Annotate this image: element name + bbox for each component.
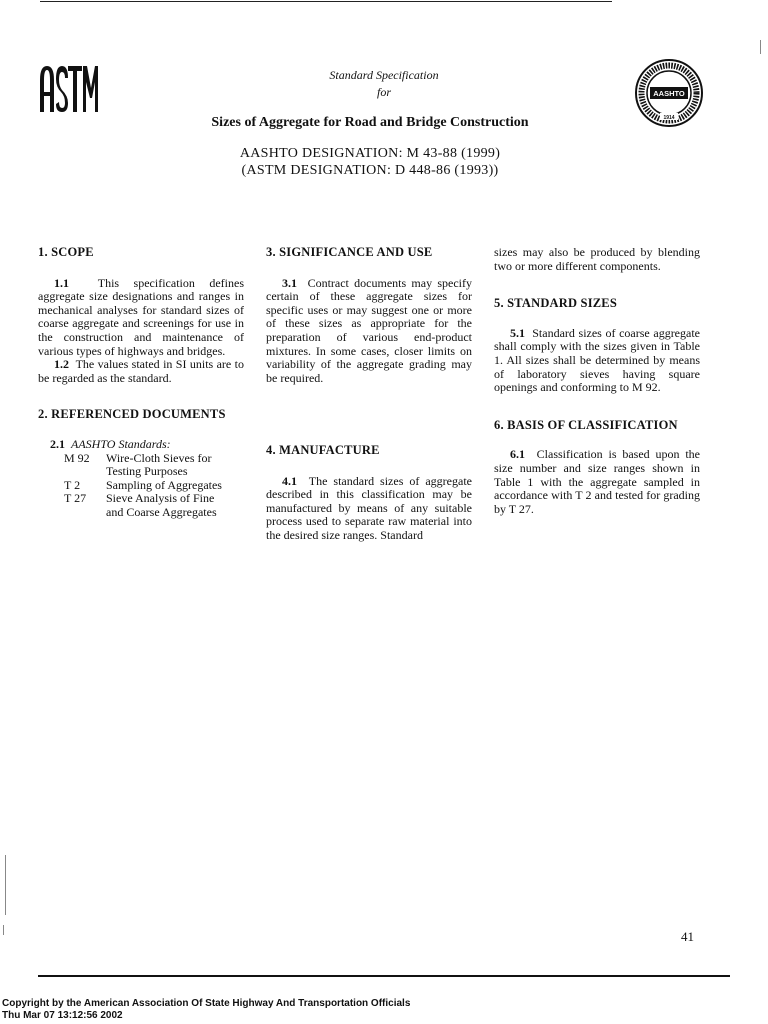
paragraph-text: The values stated in SI units are to be regarded as the standard. — [38, 357, 244, 385]
edge-mark — [5, 855, 6, 915]
section-heading-basis-of-classification: 6. BASIS OF CLASSIFICATION — [494, 417, 678, 432]
paragraph-number: 3.1 — [282, 275, 297, 290]
edge-mark — [3, 925, 4, 935]
paragraph-6-1 — [494, 448, 700, 516]
paragraph-4-1-continued: sizes may also be produced by blending two or more different components. — [494, 245, 700, 273]
standard-code: T 27 — [64, 491, 87, 506]
column-1 — [38, 246, 244, 520]
paragraph-number: 1.1 — [54, 275, 69, 290]
paragraph-text: The standard sizes of aggregate described in this classification may be manufactured by means of any suitable process used to separate raw material into the desired size ranges. Standard — [266, 473, 472, 542]
standard-code: T 2 — [64, 477, 81, 492]
referenced-standards-list — [38, 452, 226, 520]
section-heading-manufacture: 4. MANUFACTURE — [266, 443, 380, 457]
section-heading-standard-sizes: 5. STANDARD SIZES — [494, 296, 617, 311]
column-3 — [494, 246, 700, 516]
standard-title: Sampling of Aggregates — [106, 477, 222, 492]
seal-year-text: 1914 — [663, 115, 675, 121]
paragraph-text: Standard sizes of coarse aggregate shall comply with the sizes given in Table 1. All sizes shall be determined by means of laboratory sieves having square openings and conforming to M 92. — [494, 325, 700, 395]
top-rule — [40, 1, 612, 2]
seal-center-text: AASHTO — [653, 89, 685, 98]
standard-title: Wire-Cloth Sieves for Testing Purposes — [106, 450, 212, 479]
paragraph-number: 1.2 — [54, 357, 69, 372]
subsection-2-1 — [38, 438, 244, 452]
paragraph-number: 4.1 — [282, 473, 297, 488]
paragraph-text: This specification defines aggregate size designations and ranges in mechanical analyses for standard sizes of coarse aggregate and screenings for use in the construction and maintenance of various types of highways and bridges. — [38, 275, 244, 358]
standard-specification-label: Standard Specification — [329, 68, 439, 82]
bottom-rule — [38, 975, 730, 977]
paragraph-number: 6.1 — [510, 447, 525, 462]
aashto-designation: AASHTO DESIGNATION: M 43-88 (1999) — [239, 146, 501, 161]
column-2-lower — [266, 444, 472, 543]
standard-title: Sieve Analysis of Fine and Coarse Aggregates — [106, 491, 217, 519]
for-label: for — [376, 85, 391, 99]
list-item — [38, 492, 226, 519]
paragraph-4-1 — [266, 475, 472, 543]
paragraph-3-1 — [266, 277, 472, 386]
page-number: 41 — [681, 929, 694, 944]
section-heading-significance-and-use: 3. SIGNIFICANCE AND USE — [266, 245, 433, 259]
paragraph-1-1 — [38, 277, 244, 359]
document-title: Sizes of Aggregate for Road and Bridge Construction — [211, 115, 529, 130]
astm-designation: (ASTM DESIGNATION: D 448-86 (1993)) — [241, 163, 499, 178]
subsection-title: AASHTO Standards: — [71, 436, 171, 451]
standard-code: M 92 — [64, 450, 90, 465]
list-item — [38, 452, 226, 479]
paragraph-text: Contract documents may specify certain of these aggregate sizes for specific uses or may suggest one or more of these sizes as appropriate for the preparation of various end-product mixtures. In some cases, closer limits on variability of the aggregate grading may be required. — [266, 275, 473, 385]
section-heading-scope: 1. SCOPE — [38, 245, 94, 259]
paragraph-number: 5.1 — [510, 325, 525, 340]
edge-mark — [760, 40, 761, 54]
paragraph-5-1 — [494, 327, 700, 395]
section-heading-referenced-documents: 2. REFERENCED DOCUMENTS — [38, 407, 226, 422]
subsection-number: 2.1 — [50, 436, 65, 451]
copyright-notice: Copyright by the American Association Of State Highway And Transportation Officials — [2, 998, 411, 1009]
paragraph-text: Classification is based upon the size number and size ranges shown in Table 1 with the aggregate sampled in accordance with T 2 and tested for grading by T 27. — [494, 447, 700, 516]
column-2 — [266, 246, 472, 385]
paragraph-1-2 — [38, 358, 244, 385]
print-timestamp: Thu Mar 07 13:12:56 2002 — [2, 1010, 123, 1021]
list-item — [38, 479, 226, 493]
